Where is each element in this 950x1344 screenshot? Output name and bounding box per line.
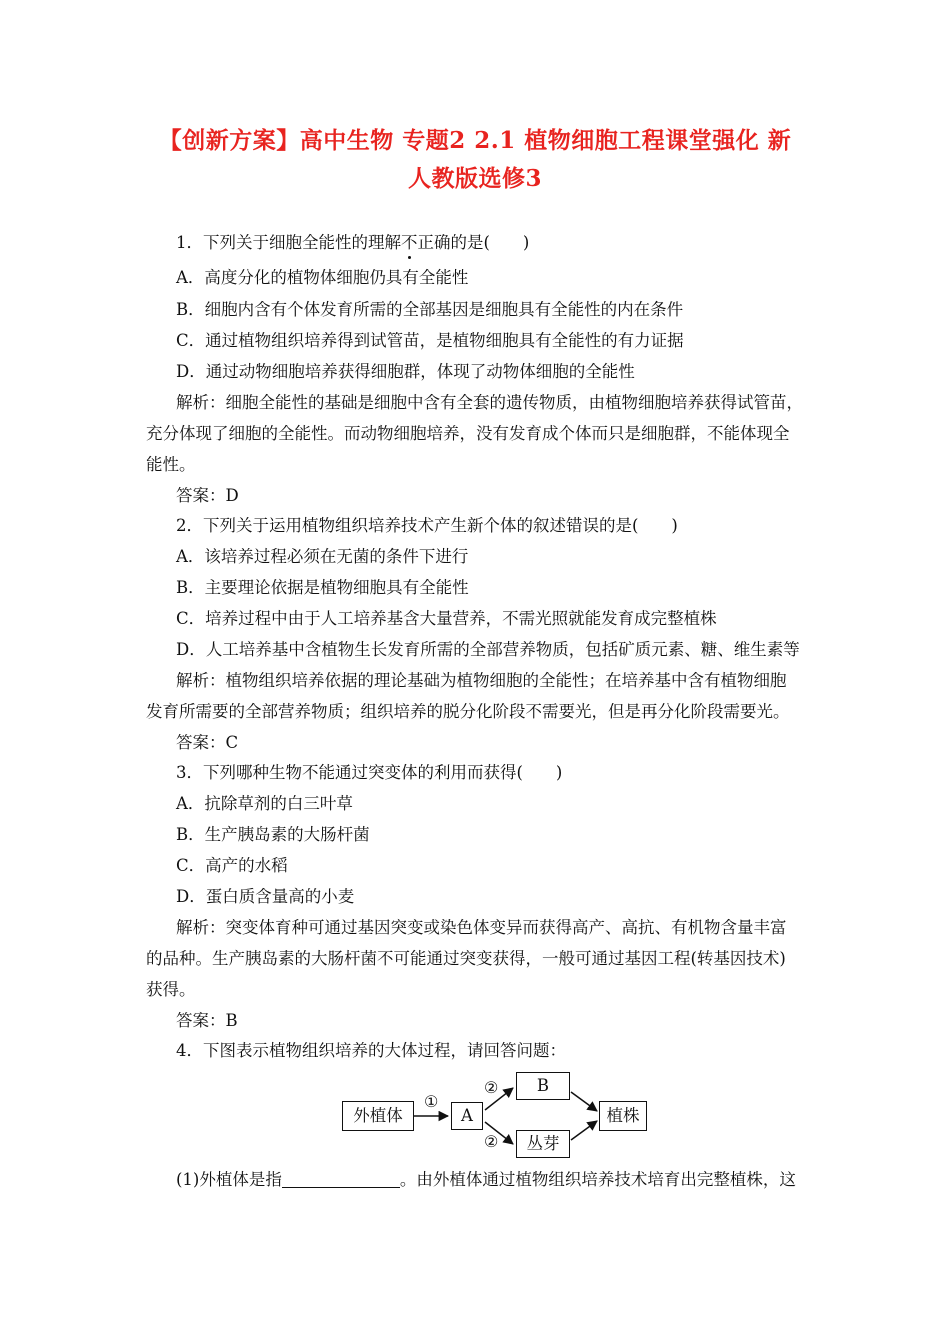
q1-option-c: C．通过植物组织培养得到试管苗，是植物细胞具有全能性的有力证据 [176, 331, 684, 350]
q4-sub1 [176, 1169, 796, 1191]
node-b: B [516, 1072, 570, 1100]
node-a: A [451, 1102, 483, 1130]
q4-sub1-answer-blank[interactable] [282, 1171, 400, 1188]
q1-stem-emphasis: 不 [401, 233, 418, 252]
q3-analysis-line-3: 获得。 [146, 980, 196, 999]
q3-analysis-line-2: 的品种。生产胰岛素的大肠杆菌不可能通过突变获得，一般可通过基因工程(转基因技术) [146, 949, 786, 968]
q4-sub1-pre: (1)外植体是指 [176, 1170, 282, 1189]
q2-option-d: D．人工培养基中含植物生长发育所需的全部营养物质，包括矿质元素、糖、维生素等 [176, 640, 800, 659]
q2-analysis-line-1: 解析：植物组织培养依据的理论基础为植物细胞的全能性；在培养基中含有植物细胞 [176, 671, 787, 690]
q1-option-b: B．细胞内含有个体发育所需的全部基因是细胞具有全能性的内在条件 [176, 300, 684, 319]
q2-analysis-line-2: 发育所需要的全部营养物质；组织培养的脱分化阶段不需要光，但是再分化阶段需要光。 [146, 702, 790, 721]
arrow-bud-to-plant [571, 1121, 597, 1140]
q2-stem: 2．下列关于运用植物组织培养技术产生新个体的叙述错误的是( ) [176, 516, 678, 535]
tissue-culture-diagram [340, 1072, 650, 1162]
q2-option-a: A．该培养过程必须在无菌的条件下进行 [176, 547, 469, 566]
q3-analysis-line-1: 解析：突变体育种可通过基因突变或染色体变异而获得高产、高抗、有机物含量丰富 [176, 918, 787, 937]
q3-option-d: D．蛋白质含量高的小麦 [176, 887, 355, 906]
q3-answer: 答案：B [176, 1011, 238, 1030]
node-bud: 丛芽 [516, 1130, 570, 1158]
q4-stem: 4．下图表示植物组织培养的大体过程，请回答问题： [176, 1041, 566, 1060]
q1-answer: 答案：D [176, 486, 239, 505]
q3-option-b: B．生产胰岛素的大肠杆菌 [176, 825, 370, 844]
q1-option-d: D．通过动物细胞培养获得细胞群，体现了动物体细胞的全能性 [176, 362, 635, 381]
document-title-line-1: 【创新方案】高中生物 专题2 2.1 植物细胞工程课堂强化 新 [158, 127, 792, 154]
q2-answer: 答案：C [176, 733, 239, 752]
q1-analysis-line-2: 充分体现了细胞的全能性。而动物细胞培养，没有发育成个体而只是细胞群，不能体现全 [146, 424, 790, 443]
q2-option-b: B．主要理论依据是植物细胞具有全能性 [176, 578, 469, 597]
arrow-b-to-plant [571, 1092, 597, 1111]
q3-stem: 3．下列哪种生物不能通过突变体的利用而获得( ) [176, 763, 563, 782]
label-step-1: ① [424, 1092, 439, 1111]
label-step-2-top: ② [484, 1078, 499, 1097]
q2-option-c: C．培养过程中由于人工培养基含大量营养，不需光照就能发育成完整植株 [176, 609, 717, 628]
q1-stem-pre: 1．下列关于细胞全能性的理解 [176, 233, 401, 252]
q1-stem [176, 232, 529, 254]
node-plant: 植株 [599, 1101, 647, 1131]
q4-sub1-post: 。由外植体通过植物组织培养技术培育出完整植株，这 [399, 1170, 796, 1189]
q3-option-c: C．高产的水稻 [176, 856, 288, 875]
node-explant: 外植体 [342, 1101, 414, 1131]
document-title-line-2: 人教版选修3 [407, 165, 542, 192]
q1-analysis-line-1: 解析：细胞全能性的基础是细胞中含有全套的遗传物质，由植物细胞培养获得试管苗， [176, 393, 803, 412]
q1-stem-post: 正确的是( ) [417, 233, 530, 252]
q1-analysis-line-3: 能性。 [146, 455, 196, 474]
q1-option-a: A．高度分化的植物体细胞仍具有全能性 [176, 268, 469, 287]
label-step-2-bottom: ② [484, 1132, 499, 1151]
q3-option-a: A．抗除草剂的白三叶草 [176, 794, 353, 813]
